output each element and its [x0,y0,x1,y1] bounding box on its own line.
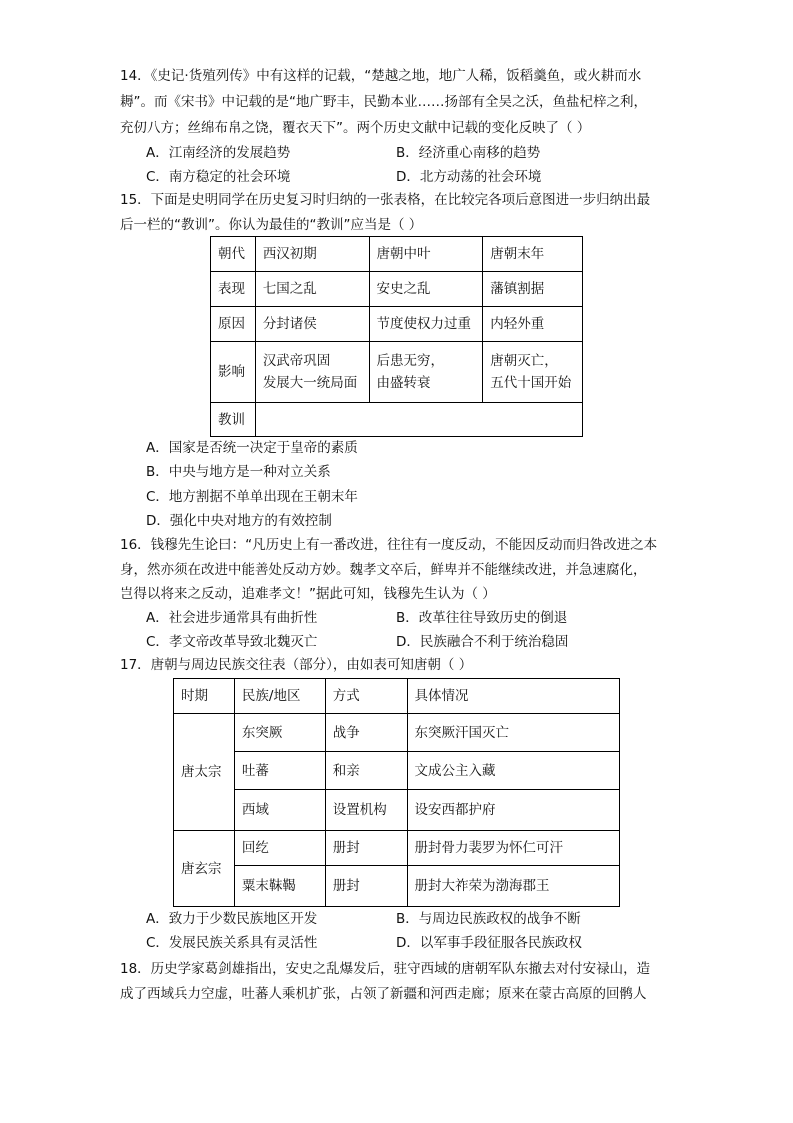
q15-option-c[interactable]: C．地方割据不单单出现在王朝末年 [146,489,358,505]
q15-table [210,236,583,437]
q17-header-cell: 时期 [174,679,235,714]
q17-period-cell: 唐玄宗 [174,831,235,907]
q15-cell: 七国之乱 [255,272,369,307]
q15-cell-line: 五代十国开始 [490,375,572,391]
q17-table-row [174,831,620,866]
q15-table-row [211,272,583,307]
q16-option-c[interactable]: C．孝文帝改革导致北魏灭亡 [146,634,318,650]
q17-cell: 册封 [325,866,407,907]
q14-option-b[interactable]: B．经济重心南移的趋势 [396,145,541,161]
q15-table-header-row [211,237,583,272]
q15-cell-line: 发展大一统局面 [262,375,358,391]
q15-option-d[interactable]: D．强化中央对地方的有效控制 [146,513,332,529]
q15-cell-line: 后患无穷， [376,353,445,369]
q15-row-label: 表现 [211,272,256,307]
q15-option-b[interactable]: B．中央与地方是一种对立关系 [146,464,331,480]
q17-cell: 和亲 [325,752,407,790]
q15-lesson-cell [255,403,582,437]
q17-cell: 东突厥汗国灭亡 [407,714,619,752]
q17-table-row [174,752,620,790]
q17-header-cell: 民族/地区 [234,679,325,714]
q15-table-row [211,403,583,437]
q17-table [173,678,620,907]
q16-option-b[interactable]: B．改革往往导致历史的倒退 [396,610,568,626]
q16-line-2: 身，然亦须在改进中能善处反动方妙。魏孝文卒后，鲜卑并不能继续改进，并急速腐化， [120,562,647,578]
q15-cell [255,342,369,403]
q15-cell-line: 由盛转衰 [376,375,431,391]
q16-option-d[interactable]: D．民族融合不利于统治稳固 [396,634,569,650]
q17-cell: 回纥 [234,831,325,866]
q17-table-row [174,714,620,752]
q14-option-d[interactable]: D．北方动荡的社会环境 [396,169,542,185]
q15-cell: 节度使权力过重 [369,307,483,342]
q14-option-a[interactable]: A．江南经济的发展趋势 [146,145,291,161]
q15-cell [483,342,583,403]
q17-cell: 东突厥 [234,714,325,752]
q15-cell: 安史之乱 [369,272,483,307]
q15-line-1: 15．下面是史明同学在历史复习时归纳的一张表格，在比较完各项后意图进一步归纳出最 [120,192,651,208]
q15-table-row [211,342,583,403]
q15-header-cell: 唐朝中叶 [369,237,483,272]
q15-header-cell: 唐朝末年 [483,237,583,272]
q17-cell: 西域 [234,790,325,831]
q17-option-c[interactable]: C．发展民族关系具有灵活性 [146,935,318,951]
q17-header-cell: 具体情况 [407,679,619,714]
q17-header-cell: 方式 [325,679,407,714]
q14-line-2: 耨”。而《宋书》中记载的是“地广野丰，民勤本业……扬部有全吴之沃，鱼盐杞梓之利， [120,94,647,110]
q15-cell-line: 唐朝灭亡， [490,353,558,369]
q17-cell: 册封大祚荣为渤海郡王 [407,866,619,907]
q17-cell: 文成公主入藏 [407,752,619,790]
q17-table-header-row [174,679,620,714]
q16-line-1: 16．钱穆先生论曰：“凡历史上有一番改进，往往有一度反动，不能因反动而归咎改进之本 [120,537,658,553]
q15-cell: 内轻外重 [483,307,583,342]
q15-header-cell: 朝代 [211,237,256,272]
q17-cell: 册封骨力裴罗为怀仁可汗 [407,831,619,866]
q17-cell: 设置机构 [325,790,407,831]
q17-cell: 粟末靺鞨 [234,866,325,907]
q15-table-row [211,307,583,342]
q16-line-3: 岂得以将来之反动，追难孝文！”据此可知，钱穆先生认为（ ） [120,586,496,602]
q17-table-row [174,866,620,907]
q15-option-a[interactable]: A．国家是否统一决定于皇帝的素质 [146,440,358,456]
q17-cell: 吐蕃 [234,752,325,790]
q17-line-1: 17．唐朝与周边民族交往表（部分），由如表可知唐朝（ ） [120,657,473,673]
q17-period-cell: 唐太宗 [174,714,235,831]
q16-option-a[interactable]: A．社会进步通常具有曲折性 [146,610,318,626]
q17-option-a[interactable]: A．致力于少数民族地区开发 [146,911,318,927]
q15-header-cell: 西汉初期 [255,237,369,272]
q15-cell: 藩镇割据 [483,272,583,307]
q15-row-label: 原因 [211,307,256,342]
q14-line-3: 充仞八方；丝绵布帛之饶，覆衣天下”。两个历史文献中记载的变化反映了（ ） [120,120,591,136]
q17-option-d[interactable]: D．以军事手段征服各民族政权 [396,935,582,951]
q17-cell: 册封 [325,831,407,866]
q17-table-row [174,790,620,831]
q14-option-c[interactable]: C．南方稳定的社会环境 [146,169,291,185]
q15-line-2: 后一栏的“教训”。你认为最佳的“教训”应当是（ ） [120,217,423,233]
q15-cell-line: 汉武帝巩固 [262,353,331,369]
q18-line-2: 成了西域兵力空虚，吐蕃人乘机扩张，占领了新疆和河西走廊；原来在蒙古高原的回鹘人 [120,986,647,1002]
q15-cell [369,342,483,403]
q15-row-label: 教训 [211,403,256,437]
q17-cell: 战争 [325,714,407,752]
q15-cell: 分封诸侯 [255,307,369,342]
q15-row-label: 影响 [211,342,256,403]
q18-line-1: 18．历史学家葛剑雄指出，安史之乱爆发后，驻守西域的唐朝军队东撤去对付安禄山，造 [120,961,651,977]
q14-line-1: 14．《史记·货殖列传》中有这样的记载，“楚越之地，地广人稀，饭稻羹鱼，或火耕而水 [120,68,642,84]
q17-option-b[interactable]: B．与周边民族政权的战争不断 [396,911,581,927]
q17-cell: 设安西都护府 [407,790,619,831]
